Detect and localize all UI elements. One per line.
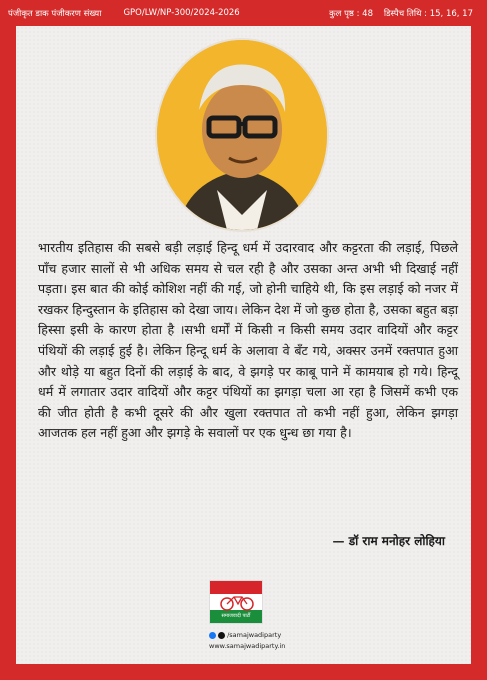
social-row	[209, 630, 285, 641]
bicycle-icon	[220, 595, 254, 611]
quote-text: भारतीय इतिहास की सबसे बड़ी लड़ाई हिन्दू धर्म में उदारवाद और कट्टरता की लड़ाई, पिछले पाँच हजार सालों से भी अधिक समय से चल रही है और उसका अन्त अभी भी दिखाई नहीं पड़ता। इस बात की कोई कोशिश नहीं की गई, जो होनी चाहिये थी, कि इस लड़ाई को नजर में रखकर हिन्दुस्तान के इतिहास को देखा जाय। लेकिन देश में जो कुछ होता है, उसका बहुत बड़ा हिस्सा इसी के कारण होता है ।सभी धर्मों में किसी न किसी समय उदार वादियों और कट्टर पंथियों की लड़ाई हुई है। लेकिन हिन्दू धर्म के अलावा वे बँट गये, अक्सर उनमें रक्तपात हुआ और थोड़े या बहुत दिनों की लड़ाई के बाद, वे झगड़े पर काबू पाने में कामयाब हो गये। हिन्दू धर्म में लगातार उदार वादियों और कट्टर पंथियों का झगड़ा चला आ रहा है जिसमें कभी एक की जीत होती है कभी दूसरे की और खुला रक्तपात तो कभी नहीं हुआ, लेकिन झगड़ा आजतक हल नहीं हुआ और झगड़े के सवालों पर एक धुन्ध छा गया है।	[38, 240, 458, 441]
logo-white-band	[210, 594, 262, 611]
portrait-svg	[157, 40, 327, 230]
header-left	[8, 8, 240, 19]
quote-author: — डॉ राम मनोहर लोहिया	[332, 534, 445, 548]
page-count: कुल पृष्ठ : 48	[329, 8, 373, 19]
x-icon	[218, 632, 225, 639]
social-handle[interactable]: /samajwadiparty	[227, 631, 282, 639]
dispatch-date: डिस्पैच तिथि : 15, 16, 17	[383, 8, 473, 19]
logo-name: समाजवादी पार्टी	[210, 610, 262, 623]
registration-label: पंजीकृत डाक पंजीकरण संख्या	[8, 8, 102, 19]
logo-red-band	[210, 581, 262, 594]
social-block	[209, 630, 285, 652]
page-content	[16, 26, 471, 664]
website-link[interactable]: www.samajwadiparty.in	[209, 642, 286, 650]
social-icons	[209, 632, 225, 639]
party-logo	[209, 580, 263, 624]
facebook-icon	[209, 632, 216, 639]
registration-number: GPO/LW/NP-300/2024-2026	[123, 7, 240, 18]
portrait-illustration-icon	[157, 40, 327, 230]
header-right	[329, 8, 473, 19]
header-bar	[0, 0, 487, 26]
